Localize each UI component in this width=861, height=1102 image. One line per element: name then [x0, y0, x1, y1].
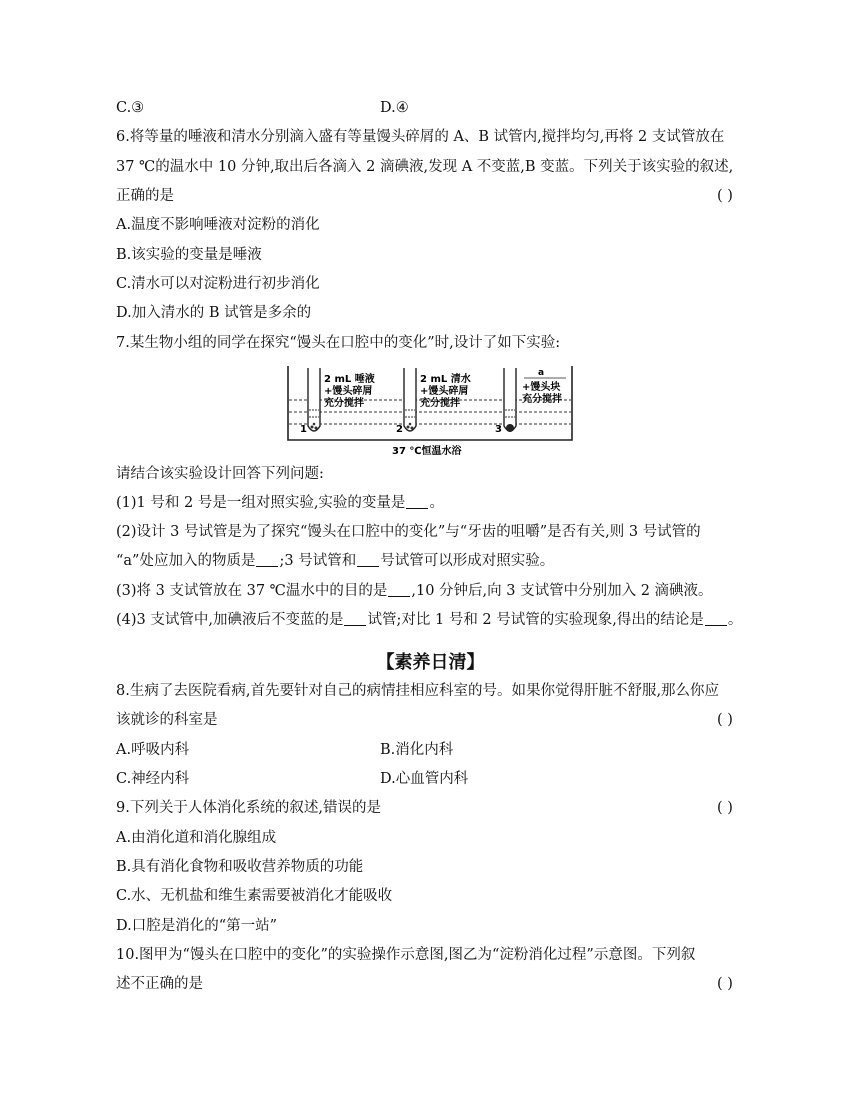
test-tube-3	[504, 368, 516, 432]
q10-stem-line2: 述不正确的是	[116, 976, 203, 992]
tube2-label-line2: +馒头碎屑	[420, 386, 469, 397]
test-tube-diagram	[284, 360, 578, 458]
q9-option-d: D.口腔是消化的“第一站”	[116, 918, 278, 934]
q8-option-a: A.呼吸内科	[116, 742, 190, 758]
q7-stem: 7.某生物小组的同学在探究“馒头在口腔中的变化”时,设计了如下实验:	[116, 335, 561, 351]
q9-stem: 9.下列关于人体消化系统的叙述,错误的是	[116, 800, 381, 816]
answer-blank[interactable]	[406, 494, 428, 509]
tube1-label-line2: +馒头碎屑	[324, 386, 373, 397]
figure-caption: 37 ℃恒温水浴	[392, 446, 462, 457]
q7-part3-text1: (3)将 3 支试管放在 37 ℃温水中的目的是	[116, 583, 388, 599]
tube3-label-line3: 充分搅拌	[522, 394, 562, 405]
answer-blank[interactable]	[388, 582, 410, 597]
answer-blank[interactable]	[357, 552, 379, 567]
q9-answer-paren: ( )	[717, 800, 733, 816]
q9-option-b: B.具有消化食物和吸收营养物质的功能	[116, 859, 364, 875]
tube1-label-line3: 充分搅拌	[324, 398, 364, 409]
q8-stem-line1: 8.生病了去医院看病,首先要针对自己的病情挂相应科室的号。如果你觉得肝脏不舒服,那么你应	[116, 683, 720, 699]
answer-blank[interactable]	[344, 611, 366, 626]
tube2-label-line1: 2 mL 清水	[420, 374, 471, 385]
test-tube-2	[404, 368, 416, 431]
q6-option-c: C.清水可以对淀粉进行初步消化	[116, 276, 320, 292]
q9-option-c: C.水、无机盐和维生素需要被消化才能吸收	[116, 888, 393, 904]
q7-part1-text: (1)1 号和 2 号是一组对照实验,实验的变量是	[116, 495, 406, 511]
q7-part3-text2: ,10 分钟后,向 3 支试管中分别加入 2 滴碘液。	[411, 583, 713, 599]
q8-stem-line2: 该就诊的科室是	[116, 712, 218, 728]
q7-experiment-figure	[284, 360, 578, 458]
q7-intro: 请结合该实验设计回答下列问题:	[116, 466, 324, 482]
q6-stem-line3: 正确的是	[116, 188, 174, 204]
q6-option-a: A.温度不影响唾液对淀粉的消化	[116, 217, 320, 233]
q7-part1-end: 。	[429, 495, 444, 511]
q10-answer-paren: ( )	[717, 976, 733, 992]
q7-part2-text1: “a”处应加入的物质是	[116, 553, 256, 569]
tube-number-1: 1	[300, 424, 307, 435]
tube-number-3: 3	[495, 424, 502, 435]
q8-answer-paren: ( )	[717, 712, 733, 728]
tube3-label-a: a	[538, 368, 545, 378]
q5-option-d: D.④	[380, 100, 409, 116]
answer-blank[interactable]	[705, 611, 727, 626]
q7-part2-line2	[116, 551, 554, 571]
q7-part3	[116, 581, 713, 601]
q6-option-d: D.加入清水的 B 试管是多余的	[116, 305, 312, 321]
q7-part4-text2: 试管;对比 1 号和 2 号试管的实验现象,得出的结论是	[367, 612, 704, 628]
q5-option-c: C.③	[116, 100, 145, 116]
q8-option-b: B.消化内科	[380, 742, 454, 758]
test-tube-1	[308, 368, 320, 431]
q7-part2-text2: ;3 号试管和	[279, 553, 357, 569]
q7-part2-line1: (2)设计 3 号试管是为了探究“馒头在口腔中的变化”与“牙齿的咀嚼”是否有关,则 3 号试管的	[116, 524, 701, 540]
tube1-label-line1: 2 mL 唾液	[324, 374, 375, 385]
q9-option-a: A.由消化道和消化腺组成	[116, 830, 277, 846]
q7-part4-text1: (4)3 支试管中,加碘液后不变蓝的是	[116, 612, 344, 628]
q10-stem-line1: 10.图甲为“馒头在口腔中的变化”的实验操作示意图,图乙为“淀粉消化过程”示意图。下列叙	[116, 947, 696, 963]
q6-option-b: B.该实验的变量是唾液	[116, 247, 262, 263]
q7-part2-text3: 号试管可以形成对照实验。	[380, 553, 555, 569]
tube-number-2: 2	[396, 424, 403, 435]
q8-option-c: C.神经内科	[116, 771, 190, 787]
q8-option-d: D.心血管内科	[380, 771, 469, 787]
q7-part1	[116, 493, 444, 513]
tube2-label-line3: 充分搅拌	[420, 398, 460, 409]
q7-part4	[116, 610, 742, 630]
q6-stem-line1: 6.将等量的唾液和清水分别滴入盛有等量馒头碎屑的 A、B 试管内,搅拌均匀,再将 2 支试管放在	[116, 129, 725, 145]
answer-blank[interactable]	[256, 552, 278, 567]
tube3-label-line2: +馒头块	[522, 382, 561, 393]
section-title: 【素养日清】	[376, 652, 485, 673]
q6-answer-paren: ( )	[717, 188, 733, 204]
q6-stem-line2: 37 ℃的温水中 10 分钟,取出后各滴入 2 滴碘液,发现 A 不变蓝,B 变蓝。下列关于该实验的叙述,	[116, 159, 734, 175]
q7-part4-text3: 。	[727, 612, 743, 628]
